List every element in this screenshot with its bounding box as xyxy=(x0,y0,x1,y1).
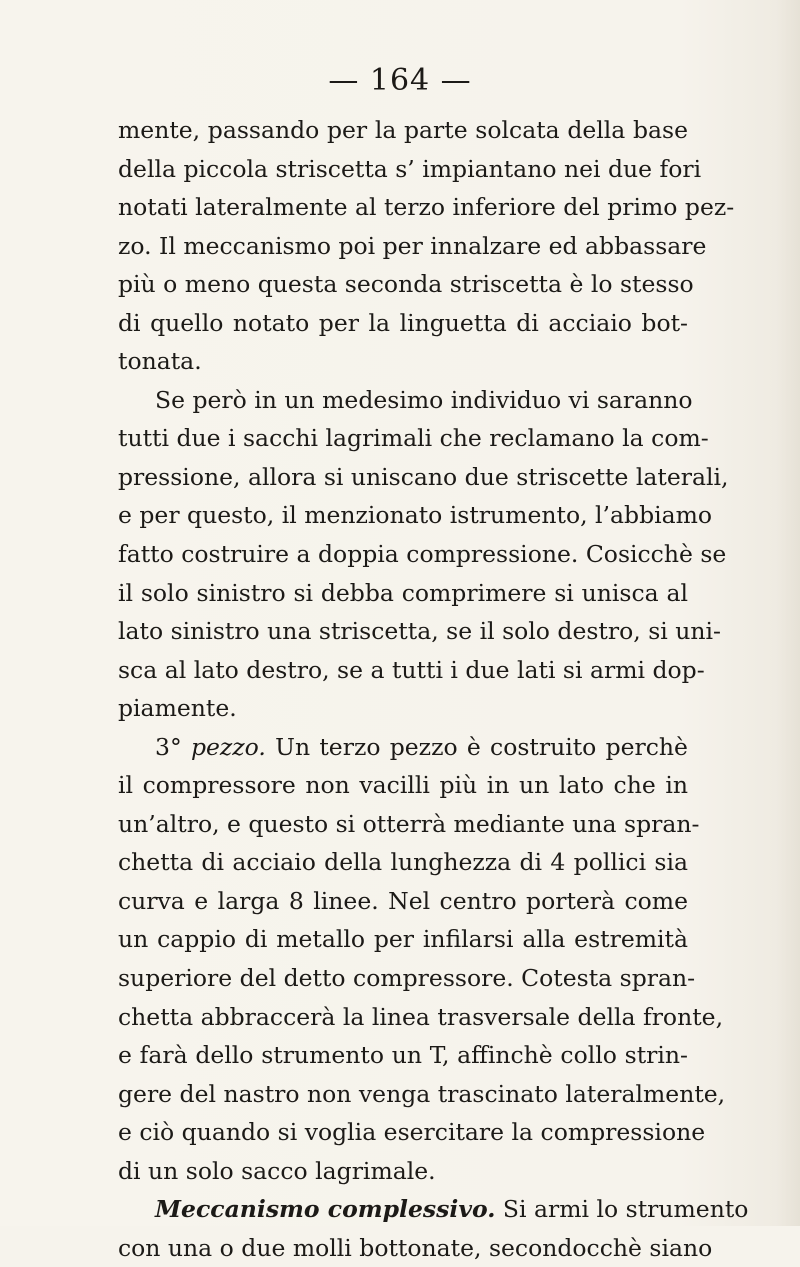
section-number: 3° xyxy=(155,732,182,761)
text-line: tonata. xyxy=(118,347,202,376)
text-line: chetta abbraccerà la linea trasversale della fronte, xyxy=(118,1002,724,1031)
page-number: — 164 — xyxy=(328,63,472,98)
text-line: tutti due i sacchi lagrimali che reclamano la com- xyxy=(118,424,709,453)
section-heading-rest: Un terzo pezzo è costruito perchè xyxy=(275,732,688,761)
text-line: più o meno questa seconda striscetta è lo stesso xyxy=(118,270,694,299)
text-line: piamente. xyxy=(118,694,237,723)
text-line: di un solo sacco lagrimale. xyxy=(118,1156,436,1185)
text-line: il compressore non vacilli più in un lato che in xyxy=(118,771,688,800)
body-text xyxy=(118,111,749,1267)
text-line: il solo sinistro si debba comprimere si unisca al xyxy=(118,578,688,607)
text-line: con una o due molli bottonate, secondocchè siano xyxy=(118,1233,713,1262)
text-line: Se però in un medesimo individuo vi saranno xyxy=(155,385,693,414)
section-heading-line xyxy=(118,1190,749,1229)
text-line: e farà dello strumento un T, affinchè collo strin- xyxy=(118,1041,688,1070)
text-line: curva e larga 8 linee. Nel centro porterà come xyxy=(118,886,688,915)
section-heading: Meccanismo complessivo. xyxy=(155,1195,496,1224)
section-heading: pezzo. xyxy=(190,732,266,761)
text-line: di quello notato per la linguetta di acciaio bot- xyxy=(118,308,688,337)
text-line: e per questo, il menzionato istrumento, l’abbiamo xyxy=(118,501,713,530)
text-line: della piccola striscetta s’ impiantano nei due fori xyxy=(118,154,702,183)
text-line: notati lateralmente al terzo inferiore del primo pez- xyxy=(118,193,735,222)
section-heading-rest: Si armi lo strumento xyxy=(502,1195,749,1224)
text-line: zo. Il meccanismo poi per innalzare ed abbassare xyxy=(118,231,707,260)
text-line: un’altro, e questo si otterrà mediante una spran- xyxy=(118,809,700,838)
text-line: lato sinistro una striscetta, se il solo destro, si uni- xyxy=(118,617,721,646)
text-line: un cappio di metallo per infilarsi alla estremità xyxy=(118,925,688,954)
text-line: gere del nastro non venga trascinato lateralmente, xyxy=(118,1079,726,1108)
text-line: superiore del detto compressore. Cotesta spran- xyxy=(118,964,696,993)
text-line: mente, passando per la parte solcata della base xyxy=(118,116,688,144)
text-line: pressione, allora si uniscano due striscette laterali, xyxy=(118,462,729,491)
text-line: fatto costruire a doppia compressione. Cosicchè se xyxy=(118,540,727,569)
text-line: chetta di acciaio della lunghezza di 4 pollici sia xyxy=(118,848,688,877)
text-line: e ciò quando si voglia esercitare la compressione xyxy=(118,1118,706,1147)
section-heading-line xyxy=(118,728,688,767)
text-line: sca al lato destro, se a tutti i due lati si armi dop- xyxy=(118,655,705,684)
